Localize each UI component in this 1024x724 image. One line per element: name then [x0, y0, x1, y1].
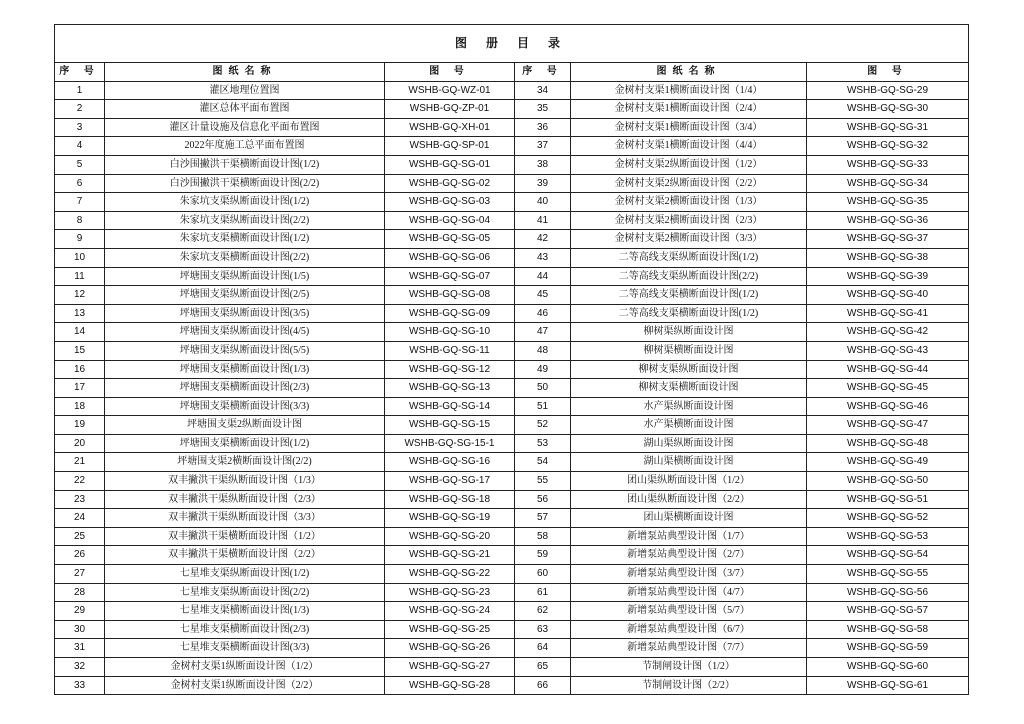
row-code-right: WSHB-GQ-SG-40	[807, 286, 969, 305]
row-no-left: 23	[55, 490, 105, 509]
table-row	[55, 658, 969, 677]
row-name-left: 双丰撇洪干渠纵断面设计图（1/3）	[105, 472, 385, 491]
row-code-left: WSHB-GQ-SG-13	[385, 379, 515, 398]
row-code-right: WSHB-GQ-SG-34	[807, 174, 969, 193]
row-no-right: 65	[515, 658, 571, 677]
row-code-right: WSHB-GQ-SG-31	[807, 118, 969, 137]
table-row	[55, 304, 969, 323]
row-code-right: WSHB-GQ-SG-48	[807, 434, 969, 453]
row-code-left: WSHB-GQ-SG-19	[385, 509, 515, 528]
row-no-right: 41	[515, 211, 571, 230]
row-no-right: 54	[515, 453, 571, 472]
row-name-right: 湖山渠纵断面设计图	[571, 434, 807, 453]
table-row	[55, 527, 969, 546]
table-row	[55, 267, 969, 286]
row-code-left: WSHB-GQ-SG-24	[385, 602, 515, 621]
row-name-left: 白沙围撇洪干渠横断面设计图(2/2)	[105, 174, 385, 193]
row-no-right: 44	[515, 267, 571, 286]
table-row	[55, 565, 969, 584]
row-name-right: 湖山渠横断面设计图	[571, 453, 807, 472]
row-name-right: 新增泵站典型设计图（2/7）	[571, 546, 807, 565]
row-name-left: 七星堆支渠横断面设计图(2/3)	[105, 620, 385, 639]
row-name-left: 金树村支渠1纵断面设计图（2/2）	[105, 676, 385, 695]
row-name-left: 七星堆支渠纵断面设计图(1/2)	[105, 565, 385, 584]
row-code-left: WSHB-GQ-SG-17	[385, 472, 515, 491]
row-no-right: 64	[515, 639, 571, 658]
table-row	[55, 639, 969, 658]
header-code-right: 图 号	[807, 63, 969, 82]
row-code-right: WSHB-GQ-SG-29	[807, 81, 969, 100]
row-name-right: 新增泵站典型设计图（6/7）	[571, 620, 807, 639]
row-no-left: 9	[55, 230, 105, 249]
row-no-right: 50	[515, 379, 571, 398]
row-code-right: WSHB-GQ-SG-47	[807, 416, 969, 435]
row-no-right: 59	[515, 546, 571, 565]
row-name-right: 节制闸设计图（1/2）	[571, 658, 807, 677]
row-code-right: WSHB-GQ-SG-58	[807, 620, 969, 639]
row-no-left: 6	[55, 174, 105, 193]
row-name-right: 金树村支渠2横断面设计图（1/3）	[571, 193, 807, 212]
row-no-right: 66	[515, 676, 571, 695]
row-code-right: WSHB-GQ-SG-49	[807, 453, 969, 472]
row-code-left: WSHB-GQ-SG-12	[385, 360, 515, 379]
row-name-left: 朱家坑支渠横断面设计图(1/2)	[105, 230, 385, 249]
row-no-left: 14	[55, 323, 105, 342]
row-no-left: 5	[55, 155, 105, 174]
row-no-right: 51	[515, 397, 571, 416]
row-code-right: WSHB-GQ-SG-39	[807, 267, 969, 286]
row-no-right: 63	[515, 620, 571, 639]
row-no-left: 19	[55, 416, 105, 435]
row-no-left: 17	[55, 379, 105, 398]
table-row	[55, 620, 969, 639]
table-row	[55, 379, 969, 398]
row-no-right: 55	[515, 472, 571, 491]
row-name-right: 新增泵站典型设计图（7/7）	[571, 639, 807, 658]
row-no-right: 45	[515, 286, 571, 305]
table-row	[55, 174, 969, 193]
row-name-right: 二等高线支渠纵断面设计图(2/2)	[571, 267, 807, 286]
header-name-left: 图纸名称	[105, 63, 385, 82]
table-row	[55, 509, 969, 528]
row-no-left: 13	[55, 304, 105, 323]
table-row	[55, 434, 969, 453]
row-name-left: 白沙围撇洪干渠横断面设计图(1/2)	[105, 155, 385, 174]
row-name-right: 柳树渠纵断面设计图	[571, 323, 807, 342]
row-no-right: 60	[515, 565, 571, 584]
row-name-right: 金树村支渠2横断面设计图（3/3）	[571, 230, 807, 249]
row-name-right: 柳树支渠纵断面设计图	[571, 360, 807, 379]
row-name-left: 坪塘围支渠纵断面设计图(2/5)	[105, 286, 385, 305]
row-name-right: 水产渠横断面设计图	[571, 416, 807, 435]
row-name-left: 双丰撇洪干渠纵断面设计图（3/3）	[105, 509, 385, 528]
row-no-right: 39	[515, 174, 571, 193]
table-row	[55, 583, 969, 602]
header-name-right: 图纸名称	[571, 63, 807, 82]
row-code-left: WSHB-GQ-SG-03	[385, 193, 515, 212]
row-code-right: WSHB-GQ-SG-46	[807, 397, 969, 416]
header-no-right: 序 号	[515, 63, 571, 82]
row-no-right: 35	[515, 100, 571, 119]
row-no-left: 24	[55, 509, 105, 528]
row-no-left: 18	[55, 397, 105, 416]
row-no-right: 48	[515, 341, 571, 360]
table-title: 图 册 目 录	[55, 25, 969, 63]
row-no-left: 29	[55, 602, 105, 621]
row-no-left: 7	[55, 193, 105, 212]
row-no-left: 4	[55, 137, 105, 156]
table-row	[55, 118, 969, 137]
row-code-left: WSHB-GQ-SG-27	[385, 658, 515, 677]
row-code-right: WSHB-GQ-SG-57	[807, 602, 969, 621]
row-code-left: WSHB-GQ-SG-20	[385, 527, 515, 546]
row-name-left: 朱家坑支渠纵断面设计图(1/2)	[105, 193, 385, 212]
drawing-index-table	[54, 24, 969, 695]
row-no-right: 62	[515, 602, 571, 621]
row-name-right: 新增泵站典型设计图（5/7）	[571, 602, 807, 621]
header-code-left: 图 号	[385, 63, 515, 82]
row-name-left: 坪塘围支渠纵断面设计图(1/5)	[105, 267, 385, 286]
row-code-left: WSHB-GQ-SG-15	[385, 416, 515, 435]
row-no-right: 53	[515, 434, 571, 453]
row-no-left: 11	[55, 267, 105, 286]
row-code-right: WSHB-GQ-SG-41	[807, 304, 969, 323]
table-row	[55, 286, 969, 305]
row-code-left: WSHB-GQ-SP-01	[385, 137, 515, 156]
row-code-right: WSHB-GQ-SG-42	[807, 323, 969, 342]
row-no-right: 37	[515, 137, 571, 156]
header-row	[55, 63, 969, 82]
row-name-right: 金树村支渠1横断面设计图（2/4）	[571, 100, 807, 119]
table-row	[55, 546, 969, 565]
row-code-left: WSHB-GQ-SG-01	[385, 155, 515, 174]
row-code-right: WSHB-GQ-SG-43	[807, 341, 969, 360]
row-name-left: 双丰撇洪干渠纵断面设计图（2/3）	[105, 490, 385, 509]
row-no-right: 38	[515, 155, 571, 174]
row-name-right: 二等高线支渠横断面设计图(1/2)	[571, 304, 807, 323]
row-code-right: WSHB-GQ-SG-51	[807, 490, 969, 509]
row-no-right: 47	[515, 323, 571, 342]
row-code-left: WSHB-GQ-SG-25	[385, 620, 515, 639]
table-row	[55, 472, 969, 491]
row-no-left: 25	[55, 527, 105, 546]
row-no-left: 21	[55, 453, 105, 472]
row-name-left: 坪塘围支渠纵断面设计图(4/5)	[105, 323, 385, 342]
table-row	[55, 248, 969, 267]
row-code-left: WSHB-GQ-SG-02	[385, 174, 515, 193]
row-name-left: 2022年度施工总平面布置图	[105, 137, 385, 156]
row-code-right: WSHB-GQ-SG-52	[807, 509, 969, 528]
row-name-left: 朱家坑支渠横断面设计图(2/2)	[105, 248, 385, 267]
table-row	[55, 230, 969, 249]
row-no-right: 43	[515, 248, 571, 267]
row-no-left: 31	[55, 639, 105, 658]
row-code-left: WSHB-GQ-SG-04	[385, 211, 515, 230]
row-name-right: 二等高线支渠横断面设计图(1/2)	[571, 286, 807, 305]
row-code-left: WSHB-GQ-SG-28	[385, 676, 515, 695]
row-code-left: WSHB-GQ-SG-22	[385, 565, 515, 584]
row-name-right: 二等高线支渠纵断面设计图(1/2)	[571, 248, 807, 267]
row-code-left: WSHB-GQ-XH-01	[385, 118, 515, 137]
row-code-right: WSHB-GQ-SG-53	[807, 527, 969, 546]
row-code-right: WSHB-GQ-SG-37	[807, 230, 969, 249]
row-code-right: WSHB-GQ-SG-33	[807, 155, 969, 174]
row-name-left: 金树村支渠1纵断面设计图（1/2）	[105, 658, 385, 677]
row-name-right: 金树村支渠1横断面设计图（1/4）	[571, 81, 807, 100]
row-code-right: WSHB-GQ-SG-50	[807, 472, 969, 491]
table-row	[55, 193, 969, 212]
table-row	[55, 676, 969, 695]
row-code-right: WSHB-GQ-SG-60	[807, 658, 969, 677]
row-name-left: 坪塘围支渠纵断面设计图(3/5)	[105, 304, 385, 323]
row-name-left: 七星堆支渠纵断面设计图(2/2)	[105, 583, 385, 602]
row-no-right: 36	[515, 118, 571, 137]
table-body	[55, 81, 969, 695]
row-name-left: 双丰撇洪干渠横断面设计图（2/2）	[105, 546, 385, 565]
row-no-right: 56	[515, 490, 571, 509]
row-no-right: 57	[515, 509, 571, 528]
row-code-right: WSHB-GQ-SG-38	[807, 248, 969, 267]
row-name-right: 新增泵站典型设计图（1/7）	[571, 527, 807, 546]
row-code-left: WSHB-GQ-ZP-01	[385, 100, 515, 119]
table-row	[55, 211, 969, 230]
table-row	[55, 416, 969, 435]
row-code-left: WSHB-GQ-SG-11	[385, 341, 515, 360]
table-row	[55, 490, 969, 509]
row-no-left: 15	[55, 341, 105, 360]
row-name-right: 团山渠横断面设计图	[571, 509, 807, 528]
row-name-right: 金树村支渠2横断面设计图（2/3）	[571, 211, 807, 230]
row-code-right: WSHB-GQ-SG-59	[807, 639, 969, 658]
row-code-right: WSHB-GQ-SG-44	[807, 360, 969, 379]
row-name-right: 团山渠纵断面设计图（1/2）	[571, 472, 807, 491]
row-no-left: 3	[55, 118, 105, 137]
table-row	[55, 341, 969, 360]
row-no-left: 26	[55, 546, 105, 565]
table-row	[55, 137, 969, 156]
row-no-left: 28	[55, 583, 105, 602]
row-name-left: 七星堆支渠横断面设计图(3/3)	[105, 639, 385, 658]
row-code-left: WSHB-GQ-SG-16	[385, 453, 515, 472]
row-name-right: 金树村支渠2纵断面设计图（1/2）	[571, 155, 807, 174]
row-name-right: 柳树渠横断面设计图	[571, 341, 807, 360]
row-code-right: WSHB-GQ-SG-32	[807, 137, 969, 156]
row-name-right: 团山渠纵断面设计图（2/2）	[571, 490, 807, 509]
row-no-right: 58	[515, 527, 571, 546]
table-row	[55, 602, 969, 621]
row-name-left: 七星堆支渠横断面设计图(1/3)	[105, 602, 385, 621]
row-name-left: 坪塘围支渠纵断面设计图(5/5)	[105, 341, 385, 360]
table-row	[55, 453, 969, 472]
row-name-left: 双丰撇洪干渠横断面设计图（1/2）	[105, 527, 385, 546]
row-code-left: WSHB-GQ-SG-10	[385, 323, 515, 342]
row-name-right: 金树村支渠1横断面设计图（3/4）	[571, 118, 807, 137]
row-code-right: WSHB-GQ-SG-54	[807, 546, 969, 565]
row-name-left: 坪塘围支渠横断面设计图(1/3)	[105, 360, 385, 379]
row-code-right: WSHB-GQ-SG-55	[807, 565, 969, 584]
row-name-left: 坪塘围支渠横断面设计图(2/3)	[105, 379, 385, 398]
row-code-right: WSHB-GQ-SG-36	[807, 211, 969, 230]
header-no-left: 序 号	[55, 63, 105, 82]
row-name-right: 金树村支渠1横断面设计图（4/4）	[571, 137, 807, 156]
row-code-left: WSHB-GQ-SG-05	[385, 230, 515, 249]
row-no-right: 61	[515, 583, 571, 602]
row-name-left: 坪塘围支渠横断面设计图(1/2)	[105, 434, 385, 453]
row-name-left: 坪塘围支渠横断面设计图(3/3)	[105, 397, 385, 416]
row-no-left: 8	[55, 211, 105, 230]
row-code-right: WSHB-GQ-SG-45	[807, 379, 969, 398]
row-code-right: WSHB-GQ-SG-56	[807, 583, 969, 602]
row-name-left: 灌区地理位置图	[105, 81, 385, 100]
row-code-left: WSHB-GQ-SG-14	[385, 397, 515, 416]
row-code-left: WSHB-GQ-SG-21	[385, 546, 515, 565]
table-row	[55, 155, 969, 174]
table-row	[55, 360, 969, 379]
row-code-left: WSHB-GQ-SG-15-1	[385, 434, 515, 453]
row-name-right: 新增泵站典型设计图（4/7）	[571, 583, 807, 602]
row-code-left: WSHB-GQ-SG-09	[385, 304, 515, 323]
row-code-left: WSHB-GQ-SG-23	[385, 583, 515, 602]
table-row	[55, 397, 969, 416]
row-code-left: WSHB-GQ-WZ-01	[385, 81, 515, 100]
row-code-left: WSHB-GQ-SG-07	[385, 267, 515, 286]
row-no-right: 49	[515, 360, 571, 379]
table-row	[55, 81, 969, 100]
table-row	[55, 100, 969, 119]
row-no-right: 34	[515, 81, 571, 100]
row-name-right: 柳树支渠横断面设计图	[571, 379, 807, 398]
row-no-left: 32	[55, 658, 105, 677]
table-row	[55, 323, 969, 342]
row-name-left: 灌区计量设施及信息化平面布置图	[105, 118, 385, 137]
row-name-right: 节制闸设计图（2/2）	[571, 676, 807, 695]
row-no-left: 27	[55, 565, 105, 584]
row-no-right: 52	[515, 416, 571, 435]
row-name-left: 坪塘围支渠2横断面设计图(2/2)	[105, 453, 385, 472]
row-no-right: 46	[515, 304, 571, 323]
row-name-right: 金树村支渠2纵断面设计图（2/2）	[571, 174, 807, 193]
row-name-left: 灌区总体平面布置图	[105, 100, 385, 119]
row-no-left: 1	[55, 81, 105, 100]
row-code-left: WSHB-GQ-SG-26	[385, 639, 515, 658]
row-no-left: 12	[55, 286, 105, 305]
row-code-right: WSHB-GQ-SG-35	[807, 193, 969, 212]
row-name-left: 朱家坑支渠纵断面设计图(2/2)	[105, 211, 385, 230]
row-no-left: 16	[55, 360, 105, 379]
row-no-left: 10	[55, 248, 105, 267]
row-code-left: WSHB-GQ-SG-18	[385, 490, 515, 509]
row-name-right: 水产渠纵断面设计图	[571, 397, 807, 416]
row-name-right: 新增泵站典型设计图（3/7）	[571, 565, 807, 584]
row-code-right: WSHB-GQ-SG-30	[807, 100, 969, 119]
row-code-left: WSHB-GQ-SG-06	[385, 248, 515, 267]
row-code-right: WSHB-GQ-SG-61	[807, 676, 969, 695]
row-no-right: 42	[515, 230, 571, 249]
row-no-right: 40	[515, 193, 571, 212]
row-code-left: WSHB-GQ-SG-08	[385, 286, 515, 305]
row-no-left: 30	[55, 620, 105, 639]
row-no-left: 20	[55, 434, 105, 453]
row-name-left: 坪塘围支渠2纵断面设计图	[105, 416, 385, 435]
row-no-left: 22	[55, 472, 105, 491]
row-no-left: 33	[55, 676, 105, 695]
row-no-left: 2	[55, 100, 105, 119]
drawing-index-sheet	[54, 24, 968, 695]
